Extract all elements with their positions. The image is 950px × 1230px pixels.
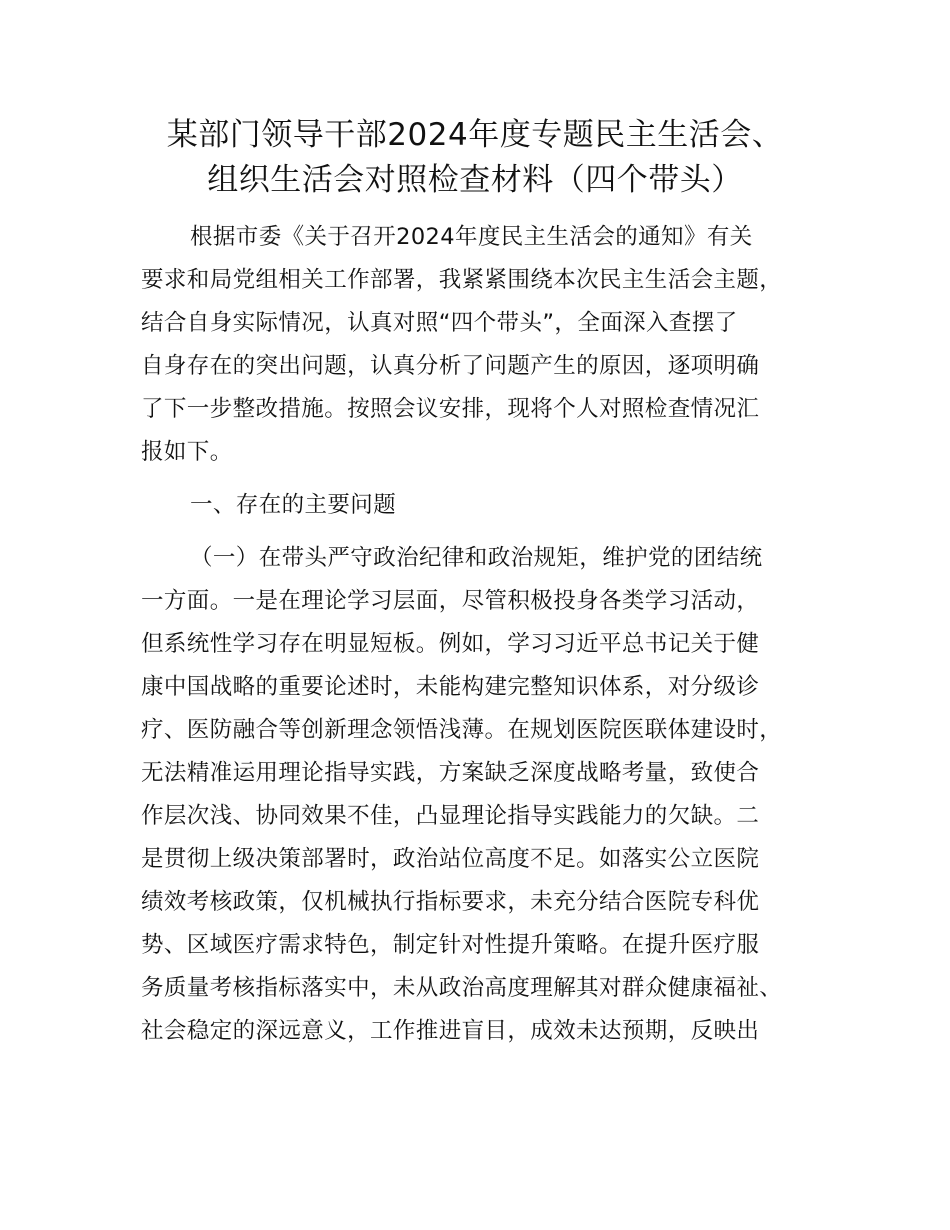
paragraph-problem-1-line-7: 作层次浅、协同效果不佳，凸显理论指导实践能力的欠缺。二 [141, 803, 760, 829]
paragraph-problem-1-line-9: 绩效考核政策，仅机械执行指标要求，未充分结合医院专科优 [141, 889, 760, 915]
paragraph-problem-1-line-5: 疗、医防融合等创新理念领悟浅薄。在规划医院医联体建设时， [141, 717, 783, 743]
paragraph-intro-line-5: 了下一步整改措施。按照会议安排，现将个人对照检查情况汇 [141, 396, 760, 422]
paragraph-problem-1-line-8: 是贯彻上级决策部署时，政治站位高度不足。如落实公立医院 [141, 846, 760, 872]
paragraph-intro-line-1: 根据市委《关于召开2024年度民主生活会的通知》有关 [190, 224, 753, 250]
document-title-line-1: 某部门领导干部2024年度专题民主生活会、 [166, 117, 784, 153]
document-title-line-2: 组织生活会对照检查材料（四个带头） [207, 162, 743, 198]
paragraph-problem-1-line-12: 社会稳定的深远意义，工作推进盲目，成效未达预期，反映出 [141, 1018, 760, 1044]
paragraph-problem-1-line-1: （一）在带头严守政治纪律和政治规矩，维护党的团结统 [190, 545, 763, 571]
section-heading-main-problems: 一、存在的主要问题 [190, 492, 397, 518]
paragraph-problem-1-line-11: 务质量考核指标落实中，未从政治高度理解其对群众健康福祉、 [141, 975, 783, 1001]
paragraph-intro-line-6: 报如下。 [141, 439, 233, 465]
paragraph-problem-1-line-10: 势、区域医疗需求特色，制定针对性提升策略。在提升医疗服 [141, 932, 760, 958]
paragraph-problem-1-line-3: 但系统性学习存在明显短板。例如，学习习近平总书记关于健 [141, 631, 760, 657]
paragraph-intro-line-3: 结合自身实际情况，认真对照“四个带头”，全面深入查摆了 [141, 310, 738, 336]
paragraph-intro-line-2: 要求和局党组相关工作部署，我紧紧围绕本次民主生活会主题， [141, 267, 783, 293]
paragraph-intro-line-4: 自身存在的突出问题，认真分析了问题产生的原因，逐项明确 [141, 353, 760, 379]
paragraph-problem-1-line-4: 康中国战略的重要论述时，未能构建完整知识体系，对分级诊 [141, 674, 760, 700]
paragraph-problem-1-line-2: 一方面。一是在理论学习层面，尽管积极投身各类学习活动， [141, 588, 760, 614]
paragraph-problem-1-line-6: 无法精准运用理论指导实践，方案缺乏深度战略考量，致使合 [141, 760, 760, 786]
